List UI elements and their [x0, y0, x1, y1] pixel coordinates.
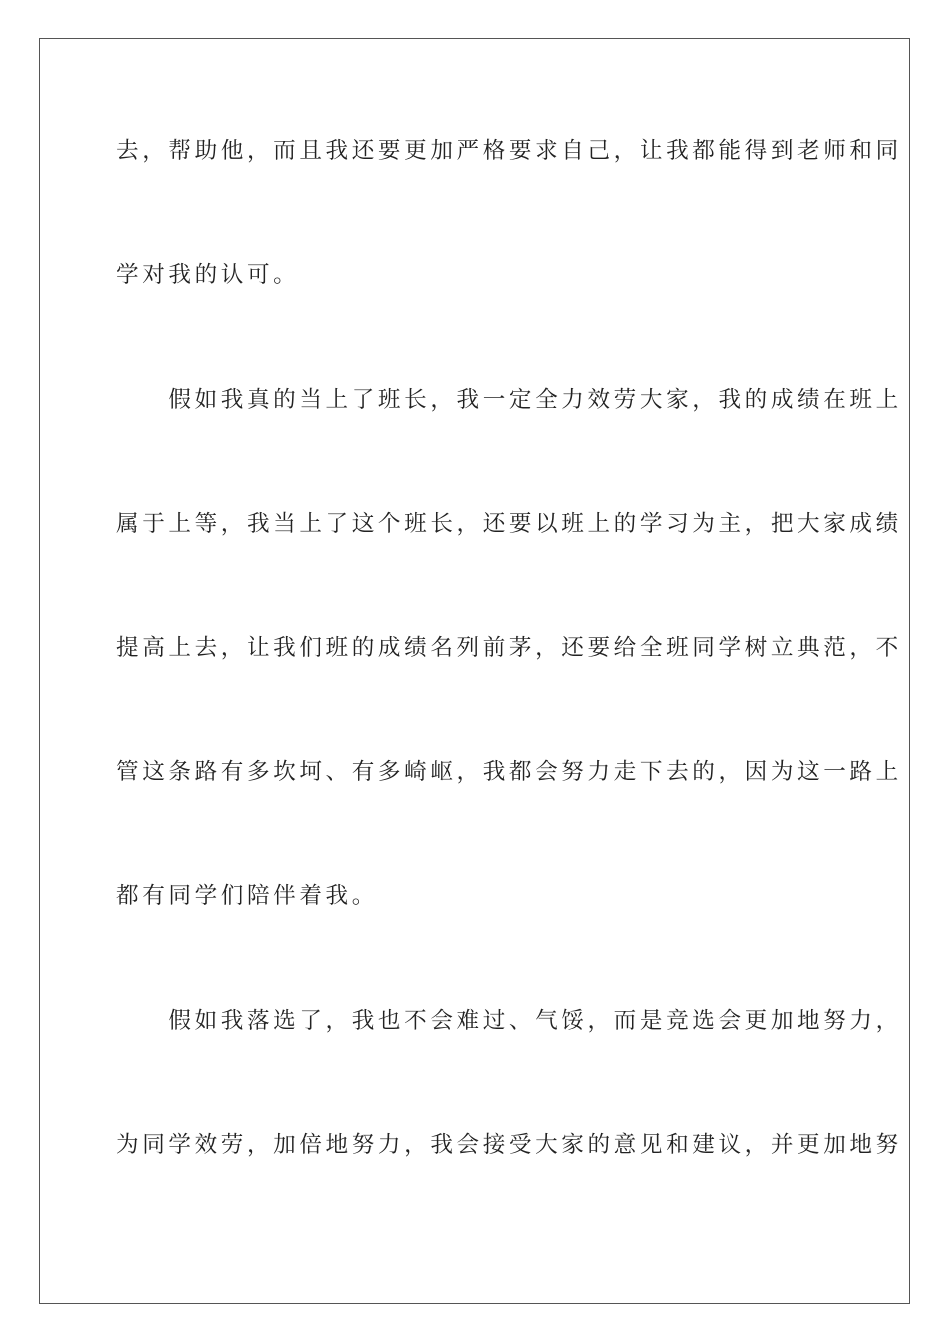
text-line-7: 都有同学们陪伴着我。: [116, 883, 378, 909]
text-line-4: 属于上等，我当上了这个班长，还要以班上的学习为主，把大家成绩: [116, 511, 902, 537]
text-line-9: 为同学效劳，加倍地努力，我会接受大家的意见和建议，并更加地努: [116, 1132, 902, 1158]
text-line-2: 学对我的认可。: [116, 262, 300, 288]
page-border: [39, 38, 910, 1304]
text-line-8: 假如我落选了，我也不会难过、气馁，而是竞选会更加地努力，: [116, 1008, 902, 1034]
text-line-6: 管这条路有多坎坷、有多崎岖，我都会努力走下去的，因为这一路上: [116, 759, 902, 785]
text-line-3: 假如我真的当上了班长，我一定全力效劳大家，我的成绩在班上: [116, 387, 902, 413]
text-line-5: 提高上去，让我们班的成绩名列前茅，还要给全班同学树立典范，不: [116, 635, 902, 661]
text-line-1: 去，帮助他，而且我还要更加严格要求自己，让我都能得到老师和同: [116, 138, 902, 164]
